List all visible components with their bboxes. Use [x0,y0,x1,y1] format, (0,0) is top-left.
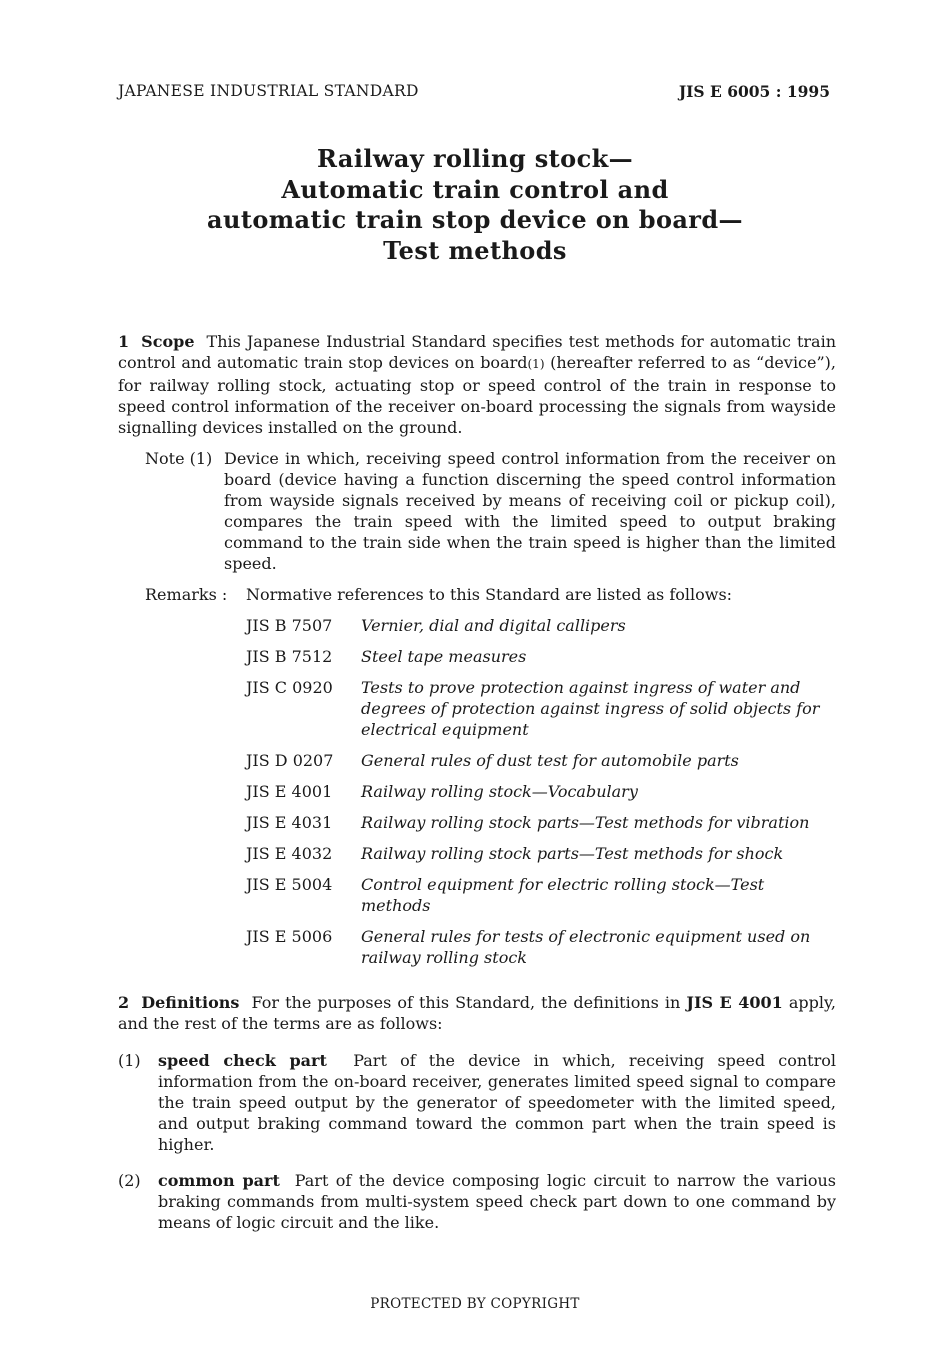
reference-code: JIS E 4032 [246,844,333,863]
reference-title: Railway rolling stock—Vocabulary [361,782,638,801]
note-label: Note (1) [145,449,213,468]
title-line-3: automatic train stop device on board— [207,205,743,234]
header-standard-name: JAPANESE INDUSTRIAL STANDARD [118,82,419,100]
definitions-text: For the purposes of this Standard, the definitions in [251,993,687,1012]
reference-code: JIS D 0207 [246,751,334,770]
scope-text: This Japanese Industrial Standard specifies test methods for automatic train control and automatic train stop devices on board [118,332,837,372]
reference-code: JIS E 5004 [246,875,333,894]
definition-item [118,1170,836,1233]
reference-code: JIS E 4031 [246,813,333,832]
reference-title: Railway rolling stock parts—Test methods for shock [361,844,784,863]
reference-code: JIS C 0920 [246,678,333,697]
definitions-number: 2 [118,993,130,1012]
definitions-heading: Definitions [141,993,240,1012]
copyright-footer: PROTECTED BY COPYRIGHT [370,1296,580,1312]
definitions-reference: JIS E 4001 [686,993,783,1012]
reference-title: Control equipment for electric rolling stock—Test methods [361,875,765,915]
definition-text: Part of the device composing logic circuit to narrow the various braking commands from multi-system speed check part down to one command by means of logic circuit and the like. [158,1171,836,1232]
title-line-4: Test methods [383,235,567,265]
document-title [0,144,950,266]
reference-item [246,750,838,771]
header-standard-number: JIS E 6005 : 1995 [678,82,830,101]
scope-section [118,331,836,438]
reference-list [246,615,838,978]
definitions-text-continued: apply, and the rest of the terms are as follows: [118,993,837,1033]
remarks-intro: Normative references to this Standard are listed as follows: [246,585,733,604]
scope-heading: Scope [141,332,195,351]
reference-item [246,812,838,833]
reference-title: Steel tape measures [361,647,527,666]
reference-item [246,843,838,864]
definition-item [118,1050,836,1155]
reference-item [246,677,838,740]
reference-item [246,646,838,667]
definition-number: (1) [118,1051,141,1070]
title-line-1: Railway rolling stock— [316,144,634,173]
reference-code: JIS B 7507 [246,616,333,635]
reference-title: General rules of dust test for automobile parts [361,751,739,770]
definition-body [158,1050,836,1155]
reference-item [246,874,838,916]
scope-note-ref: (1) [527,357,545,371]
definition-number: (2) [118,1171,141,1190]
reference-title: General rules for tests of electronic equipment used on railway rolling stock [361,927,811,967]
reference-title: Tests to prove protection against ingress of water and degrees of protection against ingress of solid objects for electrical equipment [361,678,820,739]
definition-term: common part [158,1171,280,1190]
reference-code: JIS E 5006 [246,927,333,946]
definition-text: Part of the device in which, receiving speed control information from the on-board receiver, generates limited speed signal to compare the train speed output by the generator of speedometer with the limited speed, and output braking command toward the common part when the train speed is higher. [158,1051,837,1154]
scope-number: 1 [118,332,130,351]
definition-body [158,1170,836,1233]
reference-title: Railway rolling stock parts—Test methods for vibration [361,813,810,832]
reference-item [246,615,838,636]
definitions-section [118,992,836,1034]
reference-item [246,781,838,802]
title-line-2: Automatic train control and [281,174,669,204]
reference-code: JIS E 4001 [246,782,333,801]
scope-text-continued: (hereafter referred to as “device”), for railway rolling stock, actuating stop or speed control of the train in response to speed control information of the receiver on-board processing the signals from wayside signalling devices installed on the ground. [118,353,836,437]
reference-item [246,926,838,968]
remarks-label: Remarks : [145,585,228,604]
definition-term: speed check part [158,1051,327,1070]
reference-title: Vernier, dial and digital callipers [361,616,626,635]
reference-code: JIS B 7512 [246,647,333,666]
note-text: Device in which, receiving speed control information from the receiver on board (device having a function discerning the speed control information from wayside signals received by means of receiving coil or pickup coil), compares the train speed with the limited speed to output braking command to the train side when the train speed is higher than the limited speed. [224,449,836,573]
